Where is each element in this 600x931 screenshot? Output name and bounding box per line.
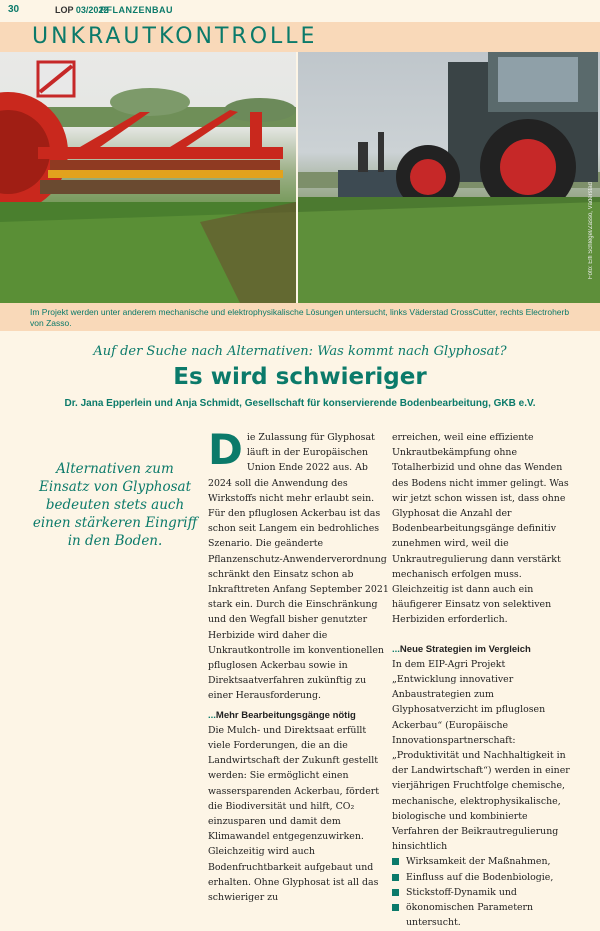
page-header [0, 0, 600, 20]
topic-title: UNKRAUTKONTROLLE [32, 24, 318, 49]
page-number: 30 [8, 4, 20, 15]
photo-caption [0, 303, 600, 331]
paragraph-1: ie Zulassung für Glyphosat läuft in der Europäischen Union Ende 2022 aus. Ab 2024 soll die Anwendung des Wirkstoffs nicht mehr erlaubt sein. Für den pfluglosen Ackerbau ist das schon seit Langem ein bedrohliches Szenario. Die geänderte Pflanzenschutz-Anwenderverordnung schränkt den Einsatz schon ab Inkrafttreten Anfang September 2021 stark ein. Durch die Einschränkung und den Wegfall bisher genutzter Herbizide wird daher die Unkrautkontrolle im konventionellen pfluglosen Ackerbau sowie in Direktsaatverfahren zukünftig zu einer Herausforderung. [208, 432, 389, 702]
article-headline: Es wird schwieriger [173, 364, 427, 390]
intro-paragraph [208, 425, 390, 704]
text-column-2 [392, 430, 572, 931]
bullet-square-icon [392, 904, 399, 911]
paragraph-3: erreichen, weil eine effiziente Unkrautbekämpfung ohne Totalherbizid und ohne das Wenden des Bodens nicht immer gelingt. Was wir jetzt schon wissen ist, dass ohne Glyphosat die Anzahl der Bodenbearbeitungsgänge definitiv zunehmen wird, weil die Unkrautregulierung dann verstärkt mechanisch erfolgen muss. Gleichzeitig ist dann auch ein häufigerer Einsatz von selektiven Herbiziden erforderlich. [392, 432, 569, 626]
subheading-2-text: Neue Strategien im Vergleich [399, 643, 531, 655]
drop-cap: D [208, 425, 243, 474]
subheading-1-prefix: ... [208, 709, 216, 721]
list-item [392, 854, 572, 869]
list-item-text: Stickstoff-Dynamik und [406, 886, 517, 898]
paragraph-2: Die Mulch- und Direktsaat erfüllt viele Forderungen, die an die Landwirtschaft der Zukunft gestellt werden: Sie ermöglicht einen wassersparenden Ackerbau, fördert die Biodiversität und hilft, CO₂ einzusparen und damit dem Klimawandel entgegenzuwirken. Gleichzeitig wird auch Bodenfruchtbarkeit aufgebaut und erhalten. Ohne Glyphosat ist all das schwieriger zu [208, 724, 380, 904]
list-item-text: Wirksamkeit der Maßnahmen, [406, 856, 551, 868]
list-item [392, 870, 572, 885]
bullet-square-icon [392, 858, 399, 865]
text-column-1 [208, 425, 390, 905]
subheading-1 [208, 708, 390, 723]
list-item-text: ökonomischen Parametern untersucht. [406, 902, 534, 929]
magazine-title: LOP [55, 5, 74, 15]
criteria-list [392, 854, 572, 930]
caption-text: Im Projekt werden unter anderem mechanische und elektrophysikalische Lösungen untersucht, links Väderstad CrossCutter, rechts Electroherb von Zasso. [30, 307, 570, 328]
section-name: PFLANZENBAU [100, 5, 173, 15]
paragraph-4: In dem EIP-Agri Projekt „Entwicklung innovativer Anbaustrategien zum Glyphosatverzicht im pfluglosen Ackerbau“ (Europäische Innovationspartnerschaft: „Produktivität und Nachhaltigkeit in der Landwirtschaft“) werden in einer vierjährigen Fruchtfolge chemische, mechanische, elektrophysikalische, biologische und kombinierte Verfahren der Beikrautregulierung hinsichtlich [392, 658, 570, 853]
bullet-square-icon [392, 874, 399, 881]
photo-electroherb [298, 52, 600, 303]
article-authors: Dr. Jana Epperlein und Anja Schmidt, Gesellschaft für konservierende Bodenbearbeitung, GKB e.V. [64, 398, 536, 409]
bullet-square-icon [392, 889, 399, 896]
photo-credit: Foto: Elfi Schlegel/Zasso, Väderstad [588, 182, 594, 280]
list-item [392, 900, 572, 930]
pull-quote: Alternativen zum Einsatz von Glyphosat bedeuten stets auch einen stärkeren Eingriff in den Boden. [32, 461, 198, 549]
subheading-1-text: Mehr Bearbeitungsgänge nötig [215, 709, 356, 721]
list-item-text: Einfluss auf die Bodenbiologie, [406, 871, 554, 883]
topic-banner [0, 22, 600, 52]
subheading-2-prefix: ... [392, 643, 400, 655]
photo-cultivator [0, 52, 296, 303]
subheading-2 [392, 642, 572, 657]
list-item [392, 885, 572, 900]
issue-number: 03/2022 [75, 5, 109, 15]
article-kicker: Auf der Suche nach Alternativen: Was kommt nach Glyphosat? [93, 344, 507, 359]
